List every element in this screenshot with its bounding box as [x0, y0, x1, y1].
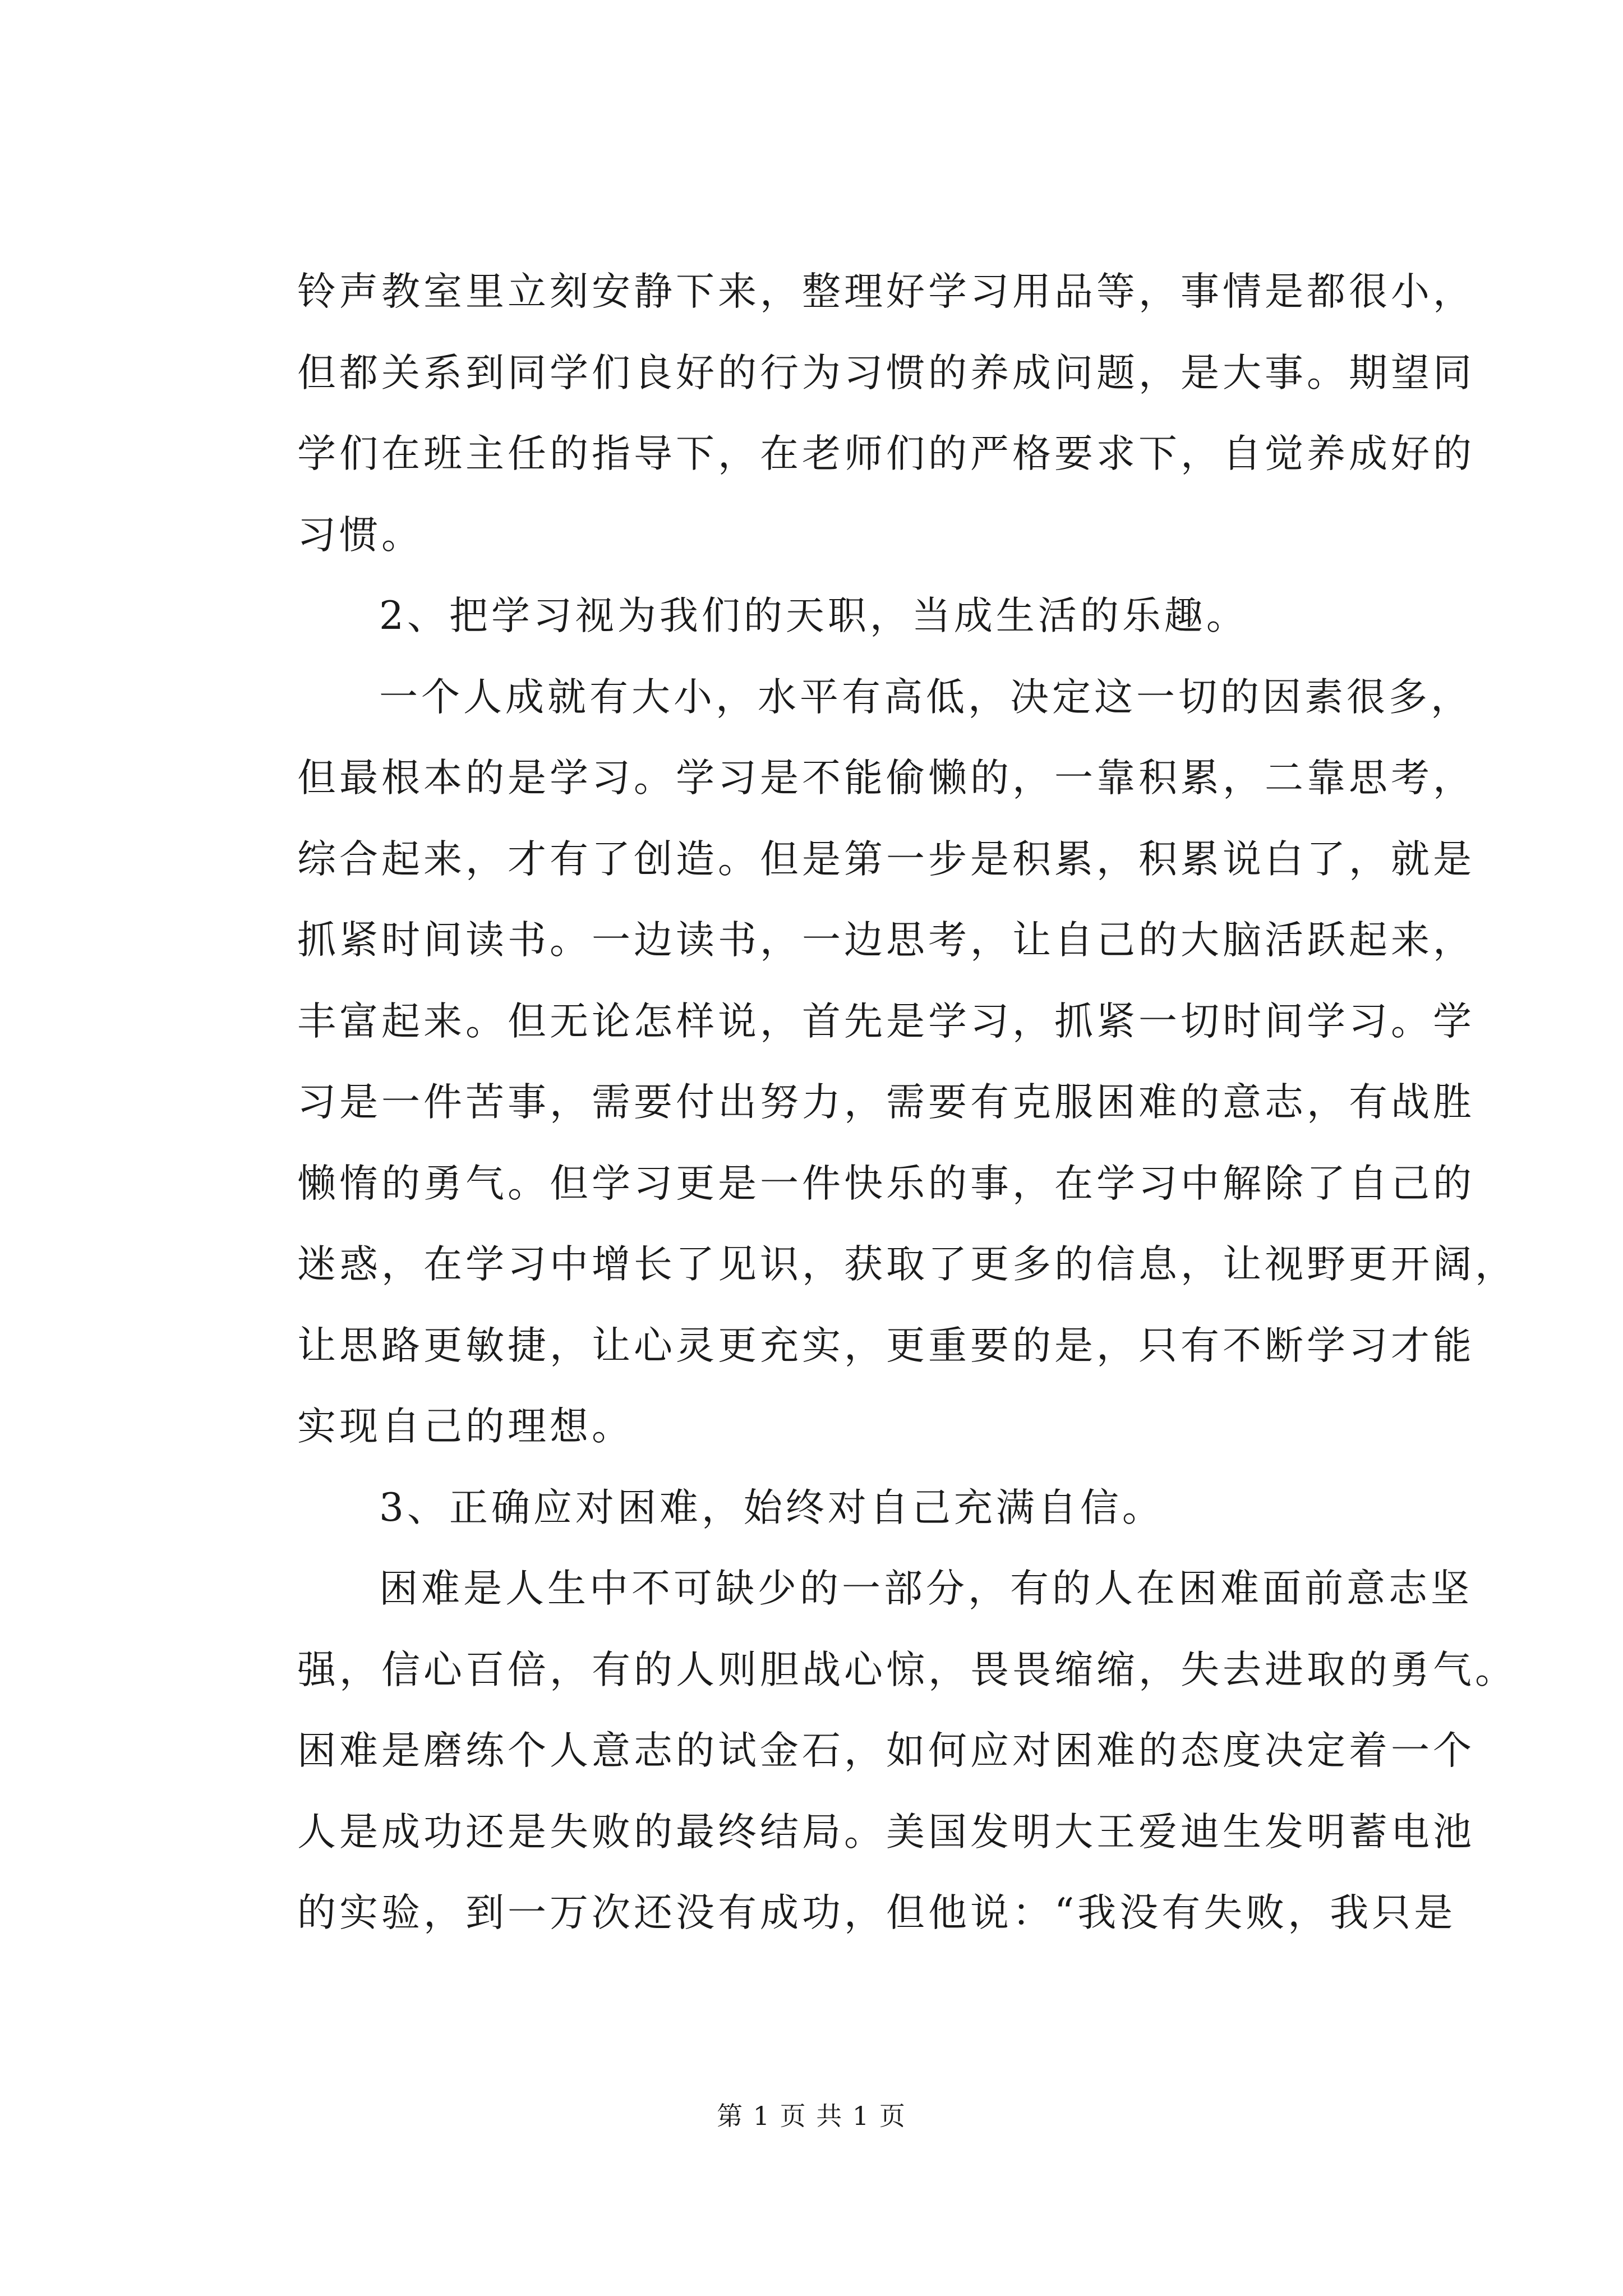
- page-footer: 第 1 页 共 1 页: [717, 2101, 906, 2131]
- text-line: 一个人成就有大小，水平有高低，决定这一切的因素很多，: [379, 674, 1473, 720]
- text-line: 困难是人生中不可缺少的一部分，有的人在困难面前意志坚: [379, 1566, 1473, 1611]
- text-line: 实现自己的理想。: [297, 1404, 634, 1449]
- text-line: 懒惰的勇气。但学习更是一件快乐的事，在学习中解除了自己的: [297, 1161, 1475, 1206]
- text-line: 强，信心百倍，有的人则胆战心惊，畏畏缩缩，失去进取的勇气。: [297, 1647, 1517, 1692]
- text-line: 迷惑，在学习中增长了见识，获取了更多的信息，让视野更开阔，: [297, 1242, 1517, 1287]
- text-line: 学们在班主任的指导下，在老师们的严格要求下，自觉养成好的: [297, 431, 1475, 476]
- text-line: 习是一件苦事，需要付出努力，需要有克服困难的意志，有战胜: [297, 1080, 1475, 1125]
- text-line: 但最根本的是学习。学习是不能偷懒的，一靠积累，二靠思考，: [297, 756, 1475, 800]
- text-line: 综合起来，才有了创造。但是第一步是积累，积累说白了，就是: [297, 836, 1475, 882]
- text-line: 的实验，到一万次还没有成功，但他说：“我没有失败，我只是: [297, 1890, 1456, 1935]
- text-line: 抓紧时间读书。一边读书，一边思考，让自己的大脑活跃起来，: [297, 918, 1475, 963]
- text-line: 丰富起来。但无论怎样说，首先是学习，抓紧一切时间学习。学: [297, 999, 1475, 1044]
- text-line: 2、把学习视为我们的天职，当成生活的乐趣。: [379, 593, 1248, 638]
- text-line: 习惯。: [297, 512, 423, 558]
- text-line: 但都关系到同学们良好的行为习惯的养成问题，是大事。期望同: [297, 350, 1475, 395]
- text-line: 3、正确应对困难，始终对自己充满自信。: [379, 1485, 1164, 1530]
- text-line: 让思路更敏捷，让心灵更充实，更重要的是，只有不断学习才能: [297, 1323, 1475, 1368]
- document-body: [297, 251, 1517, 1954]
- text-line: 人是成功还是失败的最终结局。美国发明大王爱迪生发明蓄电池: [297, 1809, 1475, 1855]
- text-line: 困难是磨练个人意志的试金石，如何应对困难的态度决定着一个: [297, 1728, 1475, 1773]
- text-line: 铃声教室里立刻安静下来，整理好学习用品等，事情是都很小，: [297, 269, 1475, 314]
